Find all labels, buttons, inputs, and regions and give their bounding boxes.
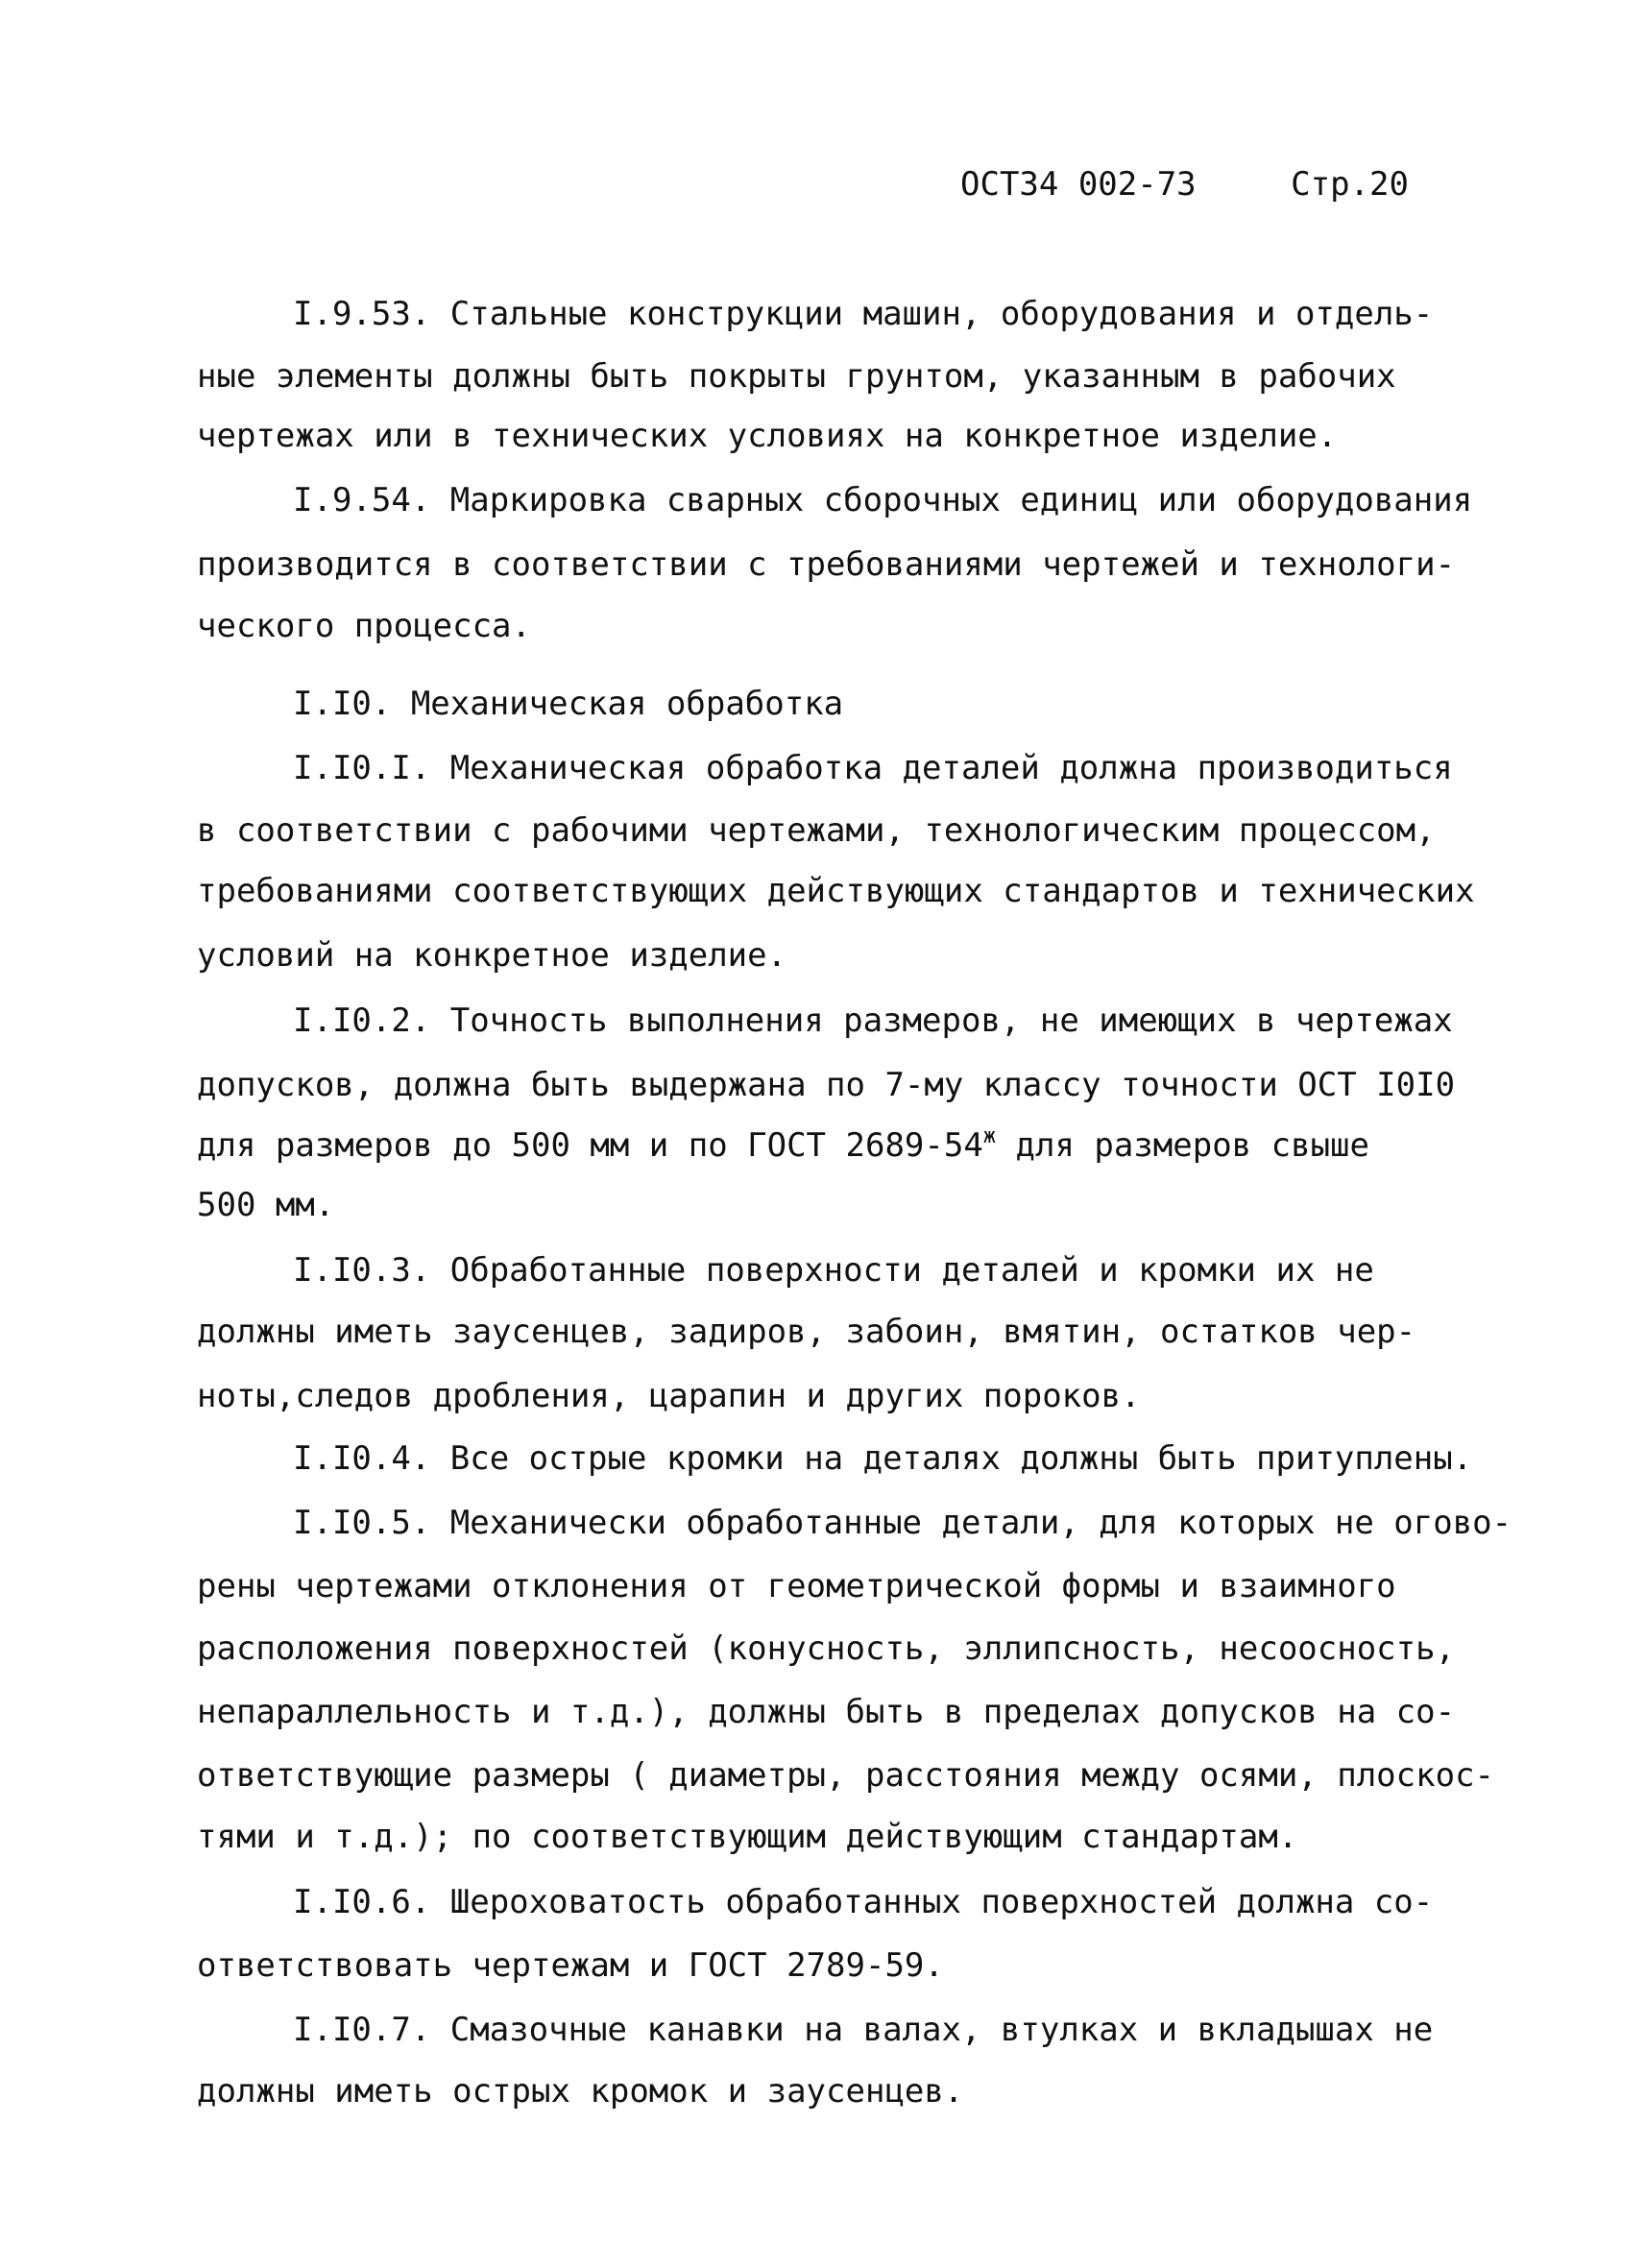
text-line: I.I0.7. Смазочные канавки на валах, втулках и вкладышах не xyxy=(293,2011,1434,2049)
text-line: ответствовать чертежам и ГОСТ 2789-59. xyxy=(197,1946,944,1985)
section-heading: I.I0. Механическая обработка xyxy=(293,685,844,723)
document-code: ОСТ34 002-73 xyxy=(960,165,1197,204)
text-segment: для размеров свыше xyxy=(996,1126,1369,1165)
text-line: ческого процесса. xyxy=(197,607,531,645)
text-line: I.I0.2. Точность выполнения размеров, не имеющих в чертежах xyxy=(293,1001,1453,1040)
text-line: ноты,следов дробления, царапин и других пороков. xyxy=(197,1377,1141,1415)
page-number: Стр.20 xyxy=(1291,165,1409,204)
text-line: I.I0.4. Все острые кромки на деталях должны быть притуплены. xyxy=(293,1439,1473,1478)
text-line: 500 мм. xyxy=(197,1186,335,1224)
text-line: ответствующие размеры ( диаметры, расстояния между осями, плоскос- xyxy=(197,1756,1495,1795)
text-line: допусков, должна быть выдержана по 7-му классу точности ОСТ I0I0 xyxy=(197,1066,1456,1104)
text-line: в соответствии с рабочими чертежами, технологическим процессом, xyxy=(197,811,1436,850)
text-line: I.I0.I. Механическая обработка деталей должна производиться xyxy=(293,749,1453,787)
text-line: тями и т.д.); по соответствующим действующим стандартам. xyxy=(197,1818,1298,1856)
text-line: рены чертежами отклонения от геометрической формы и взаимного xyxy=(197,1567,1396,1605)
text-line: I.9.54. Маркировка сварных сборочных единиц или оборудования xyxy=(293,481,1473,519)
text-line: должны иметь заусенцев, задиров, забоин, вмятин, остатков чер- xyxy=(197,1313,1416,1351)
text-line: производится в соответствии с требованиями чертежей и технологи- xyxy=(197,545,1456,584)
text-line xyxy=(197,1126,1369,1165)
text-line: I.9.53. Стальные конструкции машин, оборудования и отдель- xyxy=(293,295,1434,333)
text-line: расположения поверхностей (конусность, эллипсность, несоосность, xyxy=(197,1629,1456,1668)
text-line: ные элементы должны быть покрыты грунтом, указанным в рабочих xyxy=(197,357,1396,396)
superscript-mark: ж xyxy=(982,1124,997,1148)
text-line: непараллельность и т.д.), должны быть в пределах допусков на со- xyxy=(197,1693,1456,1731)
text-line: условий на конкретное изделие. xyxy=(197,936,787,975)
text-segment: для размеров до 500 мм и по ГОСТ 2689-54 xyxy=(197,1126,983,1165)
text-line: I.I0.3. Обработанные поверхности деталей и кромки их не xyxy=(293,1251,1374,1290)
text-line: I.I0.5. Механически обработанные детали, для которых не огово- xyxy=(293,1504,1512,1542)
text-line: должны иметь острых кромок и заусенцев. xyxy=(197,2072,964,2111)
text-line: требованиями соответствующих действующих стандартов и технических xyxy=(197,872,1475,910)
text-line: I.I0.6. Шероховатость обработанных поверхностей должна со- xyxy=(293,1883,1434,1921)
page-header xyxy=(960,165,1409,204)
text-line: чертежах или в технических условиях на конкретное изделие. xyxy=(197,417,1338,455)
